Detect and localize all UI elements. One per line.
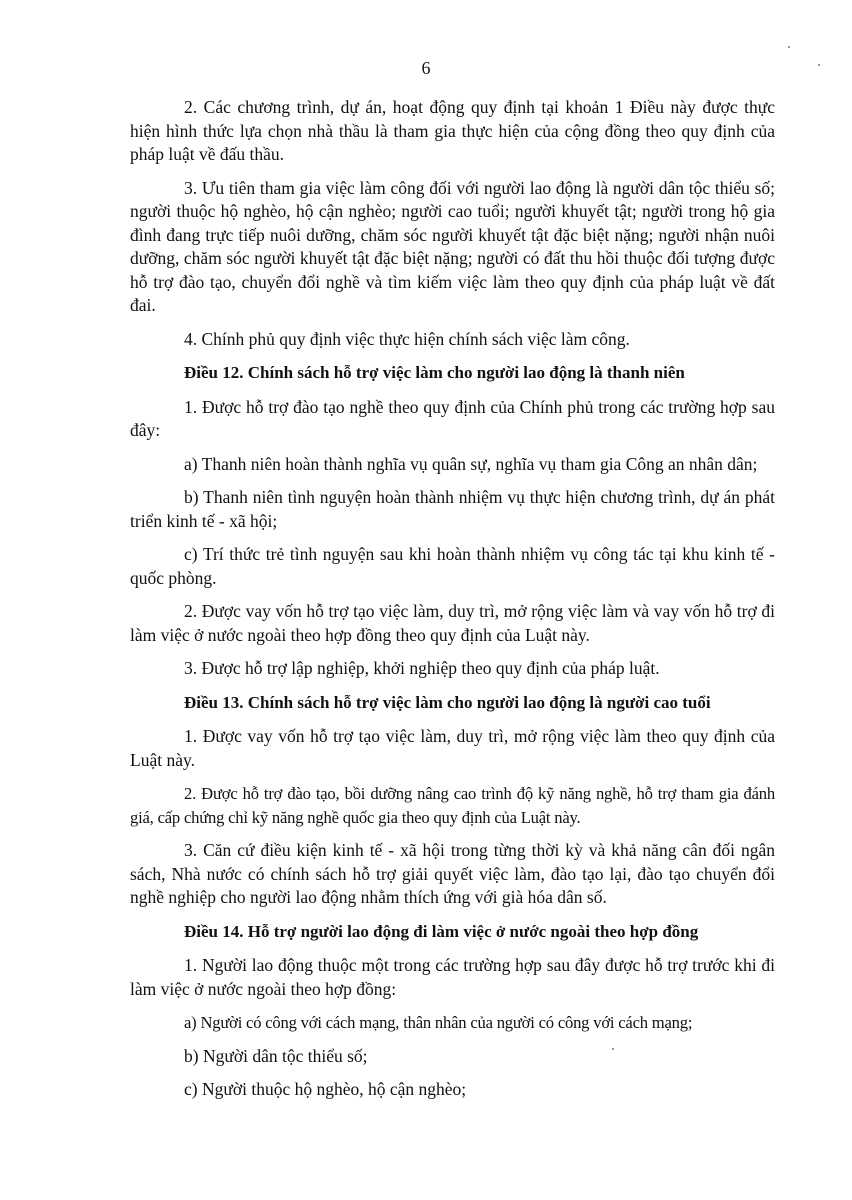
clause-4-paragraph: 4. Chính phủ quy định việc thực hiện chính sách việc làm công.	[184, 328, 630, 349]
article-13-clause-3: 3. Căn cứ điều kiện kinh tế - xã hội trong từng thời kỳ và khả năng cân đối ngân sách, Nhà nước có chính sách hỗ trợ giải quyết việc làm, đào tạo lại, đào tạo chuyển đổi nghề nghiệp cho người lao động nhằm thích ứng với già hóa dân số.	[130, 840, 775, 907]
article-13-clause-2: 2. Được hỗ trợ đào tạo, bồi dưỡng nâng cao trình độ kỹ năng nghề, hỗ trợ tham gia đánh giá, cấp chứng chỉ kỹ năng nghề quốc gia theo quy định của Luật này.	[130, 784, 775, 827]
article-14-clause-1: 1. Người lao động thuộc một trong các trường hợp sau đây được hỗ trợ trước khi đi làm việc ở nước ngoài theo hợp đồng:	[130, 955, 775, 999]
article-12-point-c: c) Trí thức trẻ tình nguyện sau khi hoàn thành nhiệm vụ công tác tại khu kinh tế - quốc phòng.	[130, 544, 775, 588]
clause-3-paragraph: 3. Ưu tiên tham gia việc làm công đối với người lao động là người dân tộc thiểu số; người thuộc hộ nghèo, hộ cận nghèo; người cao tuổi; người khuyết tật; người trong hộ gia đình đang trực tiếp nuôi dưỡng, chăm sóc người khuyết tật đặc biệt nặng; người nhận nuôi dưỡng, chăm sóc người khuyết tật đặc biệt nặng; người có đất thu hồi thuộc đối tượng được hỗ trợ đào tạo, chuyển đổi nghề và tìm kiếm việc làm theo quy định của pháp luật về đất đai.	[130, 177, 775, 315]
page-number: 6	[421, 58, 431, 78]
document-body	[130, 96, 775, 1112]
article-12-clause-2: 2. Được vay vốn hỗ trợ tạo việc làm, duy trì, mở rộng việc làm và vay vốn hỗ trợ đi làm việc ở nước ngoài theo hợp đồng theo quy định của Luật này.	[130, 601, 775, 645]
article-13-heading: Điều 13. Chính sách hỗ trợ việc làm cho người lao động là người cao tuổi	[184, 692, 711, 712]
article-12-clause-3: 3. Được hỗ trợ lập nghiệp, khởi nghiệp theo quy định của pháp luật.	[184, 658, 660, 678]
article-14-point-b: b) Người dân tộc thiểu số;	[184, 1045, 368, 1066]
article-12-point-b: b) Thanh niên tình nguyện hoàn thành nhiệm vụ thực hiện chương trình, dự án phát triển kinh tế - xã hội;	[130, 487, 775, 531]
clause-2-paragraph: 2. Các chương trình, dự án, hoạt động quy định tại khoản 1 Điều này được thực hiện hình thức lựa chọn nhà thầu là tham gia thực hiện của cộng đồng theo quy định của pháp luật về đấu thầu.	[130, 97, 775, 164]
scan-speck	[612, 1048, 614, 1050]
article-12-clause-1: 1. Được hỗ trợ đào tạo nghề theo quy định của Chính phủ trong các trường hợp sau đây:	[130, 396, 775, 440]
article-14-point-a: a) Người có công với cách mạng, thân nhân của người có công với cách mạng;	[184, 1013, 693, 1032]
article-12-point-a: a) Thanh niên hoàn thành nghĩa vụ quân sự, nghĩa vụ tham gia Công an nhân dân;	[184, 453, 758, 474]
scan-speck	[788, 46, 790, 48]
article-12-heading: Điều 12. Chính sách hỗ trợ việc làm cho người lao động là thanh niên	[184, 363, 685, 382]
article-14-heading: Điều 14. Hỗ trợ người lao động đi làm việc ở nước ngoài theo hợp đồng	[184, 921, 699, 941]
article-13-clause-1: 1. Được vay vốn hỗ trợ tạo việc làm, duy trì, mở rộng việc làm theo quy định của Luật này.	[130, 726, 775, 770]
article-14-point-c: c) Người thuộc hộ nghèo, hộ cận nghèo;	[184, 1079, 467, 1099]
scan-speck	[818, 64, 820, 66]
